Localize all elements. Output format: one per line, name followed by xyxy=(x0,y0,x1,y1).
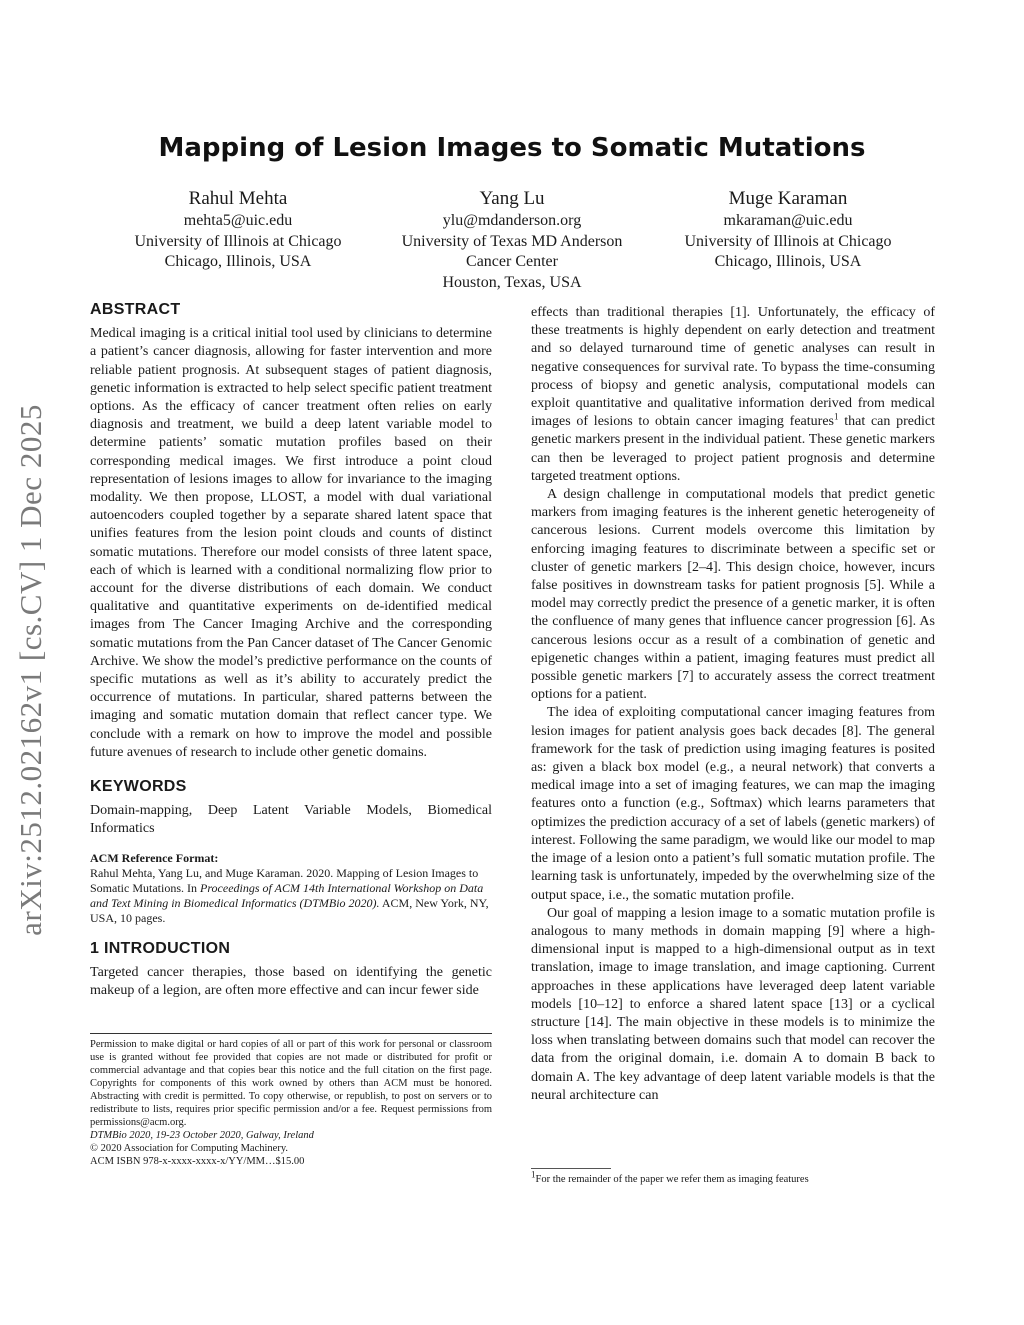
author-email: mkaraman@uic.edu xyxy=(723,212,853,229)
introduction-text: Targeted cancer therapies, those based on identifying the genetic makeup of a legion, are often more effective and can incur fewer side xyxy=(90,964,492,999)
author-email: mehta5@uic.edu xyxy=(183,212,293,229)
author-block-1 xyxy=(108,187,368,273)
acm-reference-heading: ACM Reference Format: xyxy=(90,850,219,865)
abstract-text: Medical imaging is a critical initial tool used by clinicians to determine a patient’s cancer diagnosis, allowing for faster intervention and more reliable patient prognosis. At subsequent stages of patient diagnosis, genetic information is extracted to help select specific patient treatment options. As the efficacy of cancer treatment often relies on early diagnosis and treatment, we build a deep latent variable model to determine patients’ somatic mutation profiles based on their corresponding medical images. We first introduce a point cloud representation of lesions images to allow for invariance to the imaging modality. We then propose, LLOST, a model with dual variational autoencoders coupled together by a separate shared latent space that unifies features from the lesion point clouds and counts of distinct somatic mutations. Therefore our model consists of three latent space, each of which is learned with a conditional normalizing flow prior to account for the diverse distributions of each domain. We conduct qualitative and quantitative experiments on de-identified medical images from The Cancer Imaging Archive and the corresponding somatic mutations from the Pan Cancer dataset of The Cancer Genomic Archive. We show the model’s predictive performance on the counts of specific mutations as well as it’s ability to accurately predict the occurrence of mutations. In particular, shared patterns between the imaging and somatic mutation domain that reflect cancer type. We conclude with a remark on how to improve the model and possible future avenues of research to include other genetic domains. xyxy=(90,326,492,760)
author-block-2 xyxy=(377,187,647,293)
author-location: Houston, Texas, USA xyxy=(442,273,582,291)
paragraph: The idea of exploiting computational cancer imaging features from lesion images for patient analysis goes back decades [8]. The general framework for the task of prediction using imaging features is posited as: given a black box model (e.g., a neural network) that converts a medical image into a set of imaging features, we can map the imaging features onto a function (e.g., Softmax) which learns parameters that optimizes the prediction accuracy of a set of labels (genetic markers) of interest. Following the same paradigm, we would like our model to map the image of a lesion onto a patient’s full somatic mutation profile. The learning task is unfortunately, impeded by the overwhelming size of the output space, i.e., the somatic mutation profile. xyxy=(531,705,935,903)
footnote-text: For the remainder of the paper we refer them as imaging features xyxy=(535,1174,809,1185)
keywords-heading: KEYWORDS xyxy=(90,778,187,796)
author-affiliation: University of Illinois at Chicago xyxy=(134,232,342,250)
author-block-3 xyxy=(658,187,918,273)
footnote-ref: 1 xyxy=(833,411,839,422)
author-affiliation: University of Illinois at Chicago xyxy=(684,232,892,250)
footnote-mark: 1 xyxy=(531,1169,536,1180)
paragraph: effects than traditional therapies [1]. Unfortunately, the efficacy of these treatments is highly dependent on early detection and treatment and so delayed turnaround time of genetic analyses can result in negative consequences for survival rate. To bypass the time-consuming process of biopsy and genetic analysis, computational models can exploit quantitative and qualitative information derived from medical images of lesions to obtain cancer imaging features$^1$ that can predict genetic markers present in the individual patient. These genetic markers can then be leveraged to project patient prognosis and determine targeted treatment options. xyxy=(531,305,935,484)
introduction-heading: 1 INTRODUCTION xyxy=(90,939,231,957)
left-column xyxy=(90,301,492,1000)
acm-reference xyxy=(90,851,492,926)
copyright-line: © 2020 Association for Computing Machinery. xyxy=(90,1143,289,1154)
author-location: Chicago, Illinois, USA xyxy=(164,253,312,270)
paragraph: Our goal of mapping a lesion image to a somatic mutation profile is analogous to many methods in domain mapping [9] where a high-dimensional input is mapped to a high-dimensional output as in text translation, image to image translation, and image captioning. Current approaches in these applications have leveraged deep latent variable models [10–12] to enforce a shared latent space [13] or a cyclical structure [14]. The main objective in these models is to minimize the loss when translating between domains such that model can recover the data from the original domain, i.e. domain A to domain B back to domain A. The key advantage of deep latent variable models is that the neural architecture can xyxy=(531,905,935,1103)
abstract-heading: ABSTRACT xyxy=(90,301,181,318)
keywords-text: Domain-mapping, Deep Latent Variable Models, Biomedical Informatics xyxy=(90,803,492,837)
author-affiliation: University of Texas MD Anderson xyxy=(401,232,623,250)
footer-rule xyxy=(90,1033,492,1034)
author-affiliation-2: Cancer Center xyxy=(466,253,558,270)
paragraph: A design challenge in computational models that predict genetic markers from imaging features is the inherent genetic heterogeneity of cancerous lesions. Current models overcome this limitation by enforcing imaging features to discriminate between a specific set or cluster of genetic markers [2–4]. This design choice, however, incurs false positives in downstream tasks for patient prognosis [5]. While a model may correctly predict the presence of a genetic marker, it is often the confluence of many genes that influence cancer progression [6]. As cancerous lesions occur as a result of a combination of genetic and epigenetic changes within a patient, imaging features must predict all possible genetic markers [7] to accurately assess the correct treatment options for a patient. xyxy=(531,487,935,703)
footnote xyxy=(531,1169,935,1186)
paper-title: Mapping of Lesion Images to Somatic Mutations xyxy=(158,133,866,163)
permission-block xyxy=(90,1038,492,1168)
footnote-rule xyxy=(531,1168,611,1169)
right-column xyxy=(531,304,935,1105)
acm-reference-text: Rahul Mehta, Yang Lu, and Muge Karaman. 2020. Mapping of Lesion Images to Somatic Mutations. In xyxy=(90,865,479,895)
arxiv-stamp xyxy=(8,380,54,960)
author-name: Yang Lu xyxy=(479,188,545,209)
author-location: Chicago, Illinois, USA xyxy=(714,253,862,270)
conference-line: DTMBio 2020, 19-23 October 2020, Galway, Ireland xyxy=(90,1130,314,1141)
permission-text: Permission to make digital or hard copies of all or part of this work for personal or classroom use is granted without fee provided that copies are not made or distributed for profit or commercial advantage and that copies bear this notice and the full citation on the first page. Copyrights for components of this work owned by others than ACM must be honored. Abstracting with credit is permitted. To copy otherwise, or republish, to post on servers or to redistribute to lists, requires prior specific permission and/or a fee. Request permissions from permissions@acm.org. xyxy=(90,1039,492,1128)
arxiv-id: arXiv:2512.02162v1 [cs.CV] 1 Dec 2025 xyxy=(13,404,48,936)
author-name: Rahul Mehta xyxy=(188,188,288,209)
author-email: ylu@mdanderson.org xyxy=(442,212,582,229)
acm-reference-publisher: ACM, New York, NY, USA, 10 pages. xyxy=(90,895,489,925)
isbn-line: ACM ISBN 978-x-xxxx-xxxx-x/YY/MM…$15.00 xyxy=(90,1156,305,1167)
acm-reference-proceedings: Proceedings of ACM 14th International Workshop on Data and Text Mining in Biomedical Informatics (DTMBio 2020). xyxy=(90,880,484,910)
author-name: Muge Karaman xyxy=(728,188,848,209)
